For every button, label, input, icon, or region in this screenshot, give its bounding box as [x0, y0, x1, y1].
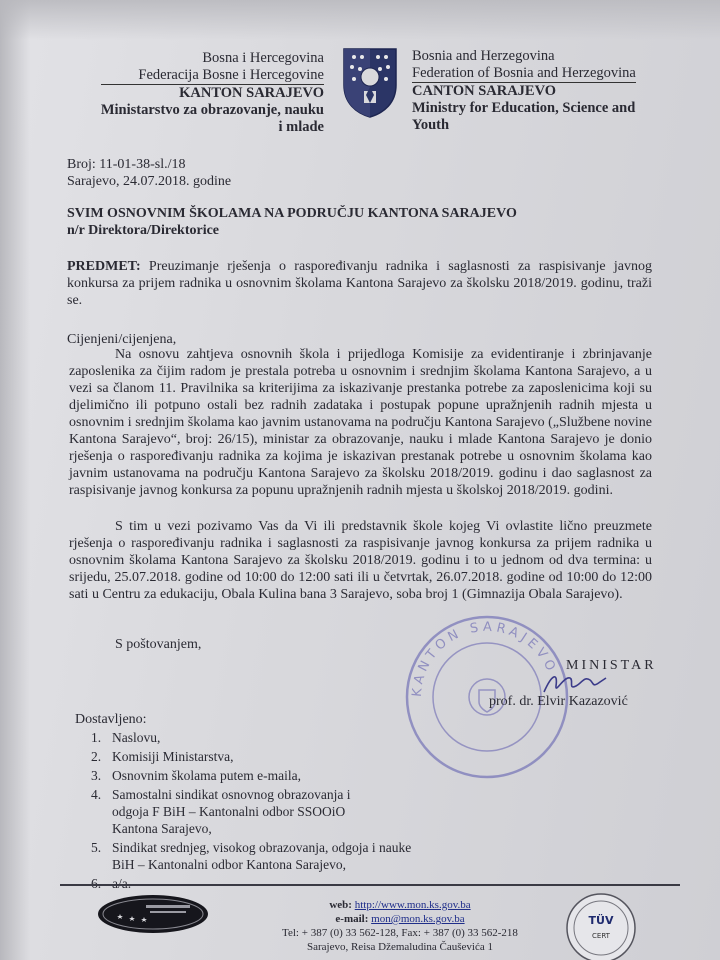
header-right-country: Bosnia and Herzegovina	[412, 48, 555, 64]
photo-shadow-top	[0, 0, 720, 40]
header-right-ministry-cont: Youth	[412, 117, 450, 133]
header-left	[101, 50, 324, 136]
list-item: 1. Naslovu,	[91, 730, 161, 745]
attention-line: n/r Direktora/Direktorice	[67, 223, 220, 238]
footer-contact	[240, 898, 560, 954]
subject	[67, 258, 652, 309]
document-reference	[67, 156, 231, 190]
header-right-federation: Federation of Bosnia and Herzegovina	[412, 65, 636, 81]
header-right-ministry: Ministry for Education, Science and	[412, 100, 636, 116]
recipient-block	[67, 205, 517, 239]
distribution-list	[75, 729, 435, 894]
footer-web-line	[240, 898, 560, 912]
list-item: 5. Sindikat srednjeg, visokog obrazovanja, odgoja i nauke BiH – Kantonalni odbor Kantona Sarajevo,	[91, 840, 412, 872]
signatory-name: prof. dr. Elvir Kazazović	[489, 694, 628, 709]
recipient: SVIM OSNOVNIM ŠKOLAMA NA PODRUČJU KANTONA SARAJEVO	[67, 206, 517, 221]
footer-address: Sarajevo, Reisa Džemaludina Čauševića 1	[306, 941, 494, 953]
body-paragraph-1: Na osnovu zahtjeva osnovnih škola i prijedloga Komisije za evidentiranje i zbrinjavanje zaposlenika za čijim radom je prestala potreba u osnovnim i srednjim školama Kantona Sarajevo, a u vezi sa članom 11. Pravilnika sa kriterijima za iskazivanje prestanka potrebe za zaposlenicima koji su djelimično ili potpuno ostali bez radnih zadataka i postupak popune upražnjenih radnih mjesta u osnovnim i srednjim školama kao javnim ustanovama na području Kantona Sarajevo („Službene novine Kantona Sarajevo“, broj: 26/15), ministar za obrazovanje, nauku i mlade Kantona Sarajevo je donio rješenja o raspoređivanju radnika za kojima je iskazivan prestanak potrebe u osnovnim školama kao javnim ustanovama na području Kantona Sarajevo za školsku 2018/2019. godinu i dao saglasnost za raspisivanje javnog konkursa za popunu upražnjenih radnih mjesta u školskoj 2018/2019. godini.	[69, 347, 652, 498]
svg-text:KANTON SARAJEVO	[410, 620, 560, 698]
document-number: Broj: 11-01-38-sl./18	[67, 157, 186, 172]
email-link[interactable]: mon@mon.ks.gov.ba	[371, 913, 465, 925]
body-paragraph-2: S tim u vezi pozivamo Vas da Vi ili predstavnik škole kojeg Vi ovlastite lično preuzmete rješenja o raspoređivanju radnika i saglasnosti za raspisivanje javnog konkursa za prijem radnika u osnovnim školama Kantona Sarajevo za školsku 2018/2019. godinu i to u jednom od dva termina: u srijedu, 25.07.2018. godine od 10:00 do 12:00 sati ili u četvrtak, 26.07.2018. godine od 10:00 do 12:00 sati u Centru za edukaciju, Obala Kulina bana 3 Sarajevo, soba broj 1 (Gimnazija Obala Sarajevo).	[69, 519, 652, 602]
header-left-ministry-cont: i mlade	[278, 119, 324, 135]
footer-email-line	[240, 912, 560, 926]
header-right-canton: CANTON SARAJEVO	[412, 83, 557, 99]
footer-web-label: web:	[329, 899, 352, 911]
header-left-country: Bosna i Hercegovina	[202, 50, 324, 66]
subject-label: PREDMET:	[67, 259, 141, 274]
document-date: Sarajevo, 24.07.2018. godine	[67, 174, 232, 189]
header-right	[412, 48, 636, 134]
distribution-label: Dostavljeno:	[75, 712, 147, 727]
footer-email-label: e-mail:	[335, 913, 369, 925]
list-item: 3. Osnovnim školama putem e-maila,	[91, 768, 301, 783]
stamp-text: KANTON SARAJEVO	[409, 619, 560, 698]
footer-phone: Tel: + 387 (0) 33 562-128, Fax: + 387 (0) 33 562-218	[282, 927, 518, 939]
closing-regards: S poštovanjem,	[115, 637, 202, 652]
coat-of-arms-icon	[340, 47, 400, 119]
list-item: 4. Samostalni sindikat osnovnog obrazovanja i odgoja F BiH – Kantonalni odbor SSOOiO Kantona Sarajevo,	[91, 787, 351, 836]
footer-divider	[60, 884, 680, 886]
header-left-federation: Federacija Bosne i Hercegovine	[101, 67, 324, 85]
header-left-ministry: Ministarstvo za obrazovanje, nauku	[100, 102, 324, 118]
header-left-canton: KANTON SARAJEVO	[179, 85, 324, 101]
list-item: 6. a/a.	[91, 876, 132, 891]
photo-shadow-left	[0, 0, 30, 960]
signatory-title: MINISTAR	[566, 658, 657, 673]
quality-badge-icon	[96, 893, 210, 935]
website-link[interactable]: http://www.mon.ks.gov.ba	[354, 899, 471, 911]
certification-badge-icon	[560, 888, 642, 960]
list-item: 2. Komisiji Ministarstva,	[91, 749, 234, 764]
salutation: Cijenjeni/cijenjena,	[67, 332, 177, 347]
subject-text: Preuzimanje rješenja o raspoređivanju radnika i saglasnosti za raspisivanje javnog konkursa za prijem radnika u osnovnim školama Kantona Sarajevo za školsku 2018/2019. godinu, traži se.	[67, 259, 652, 308]
cert-label: TÜV	[588, 914, 614, 927]
cert-sub: CERT	[592, 932, 610, 940]
